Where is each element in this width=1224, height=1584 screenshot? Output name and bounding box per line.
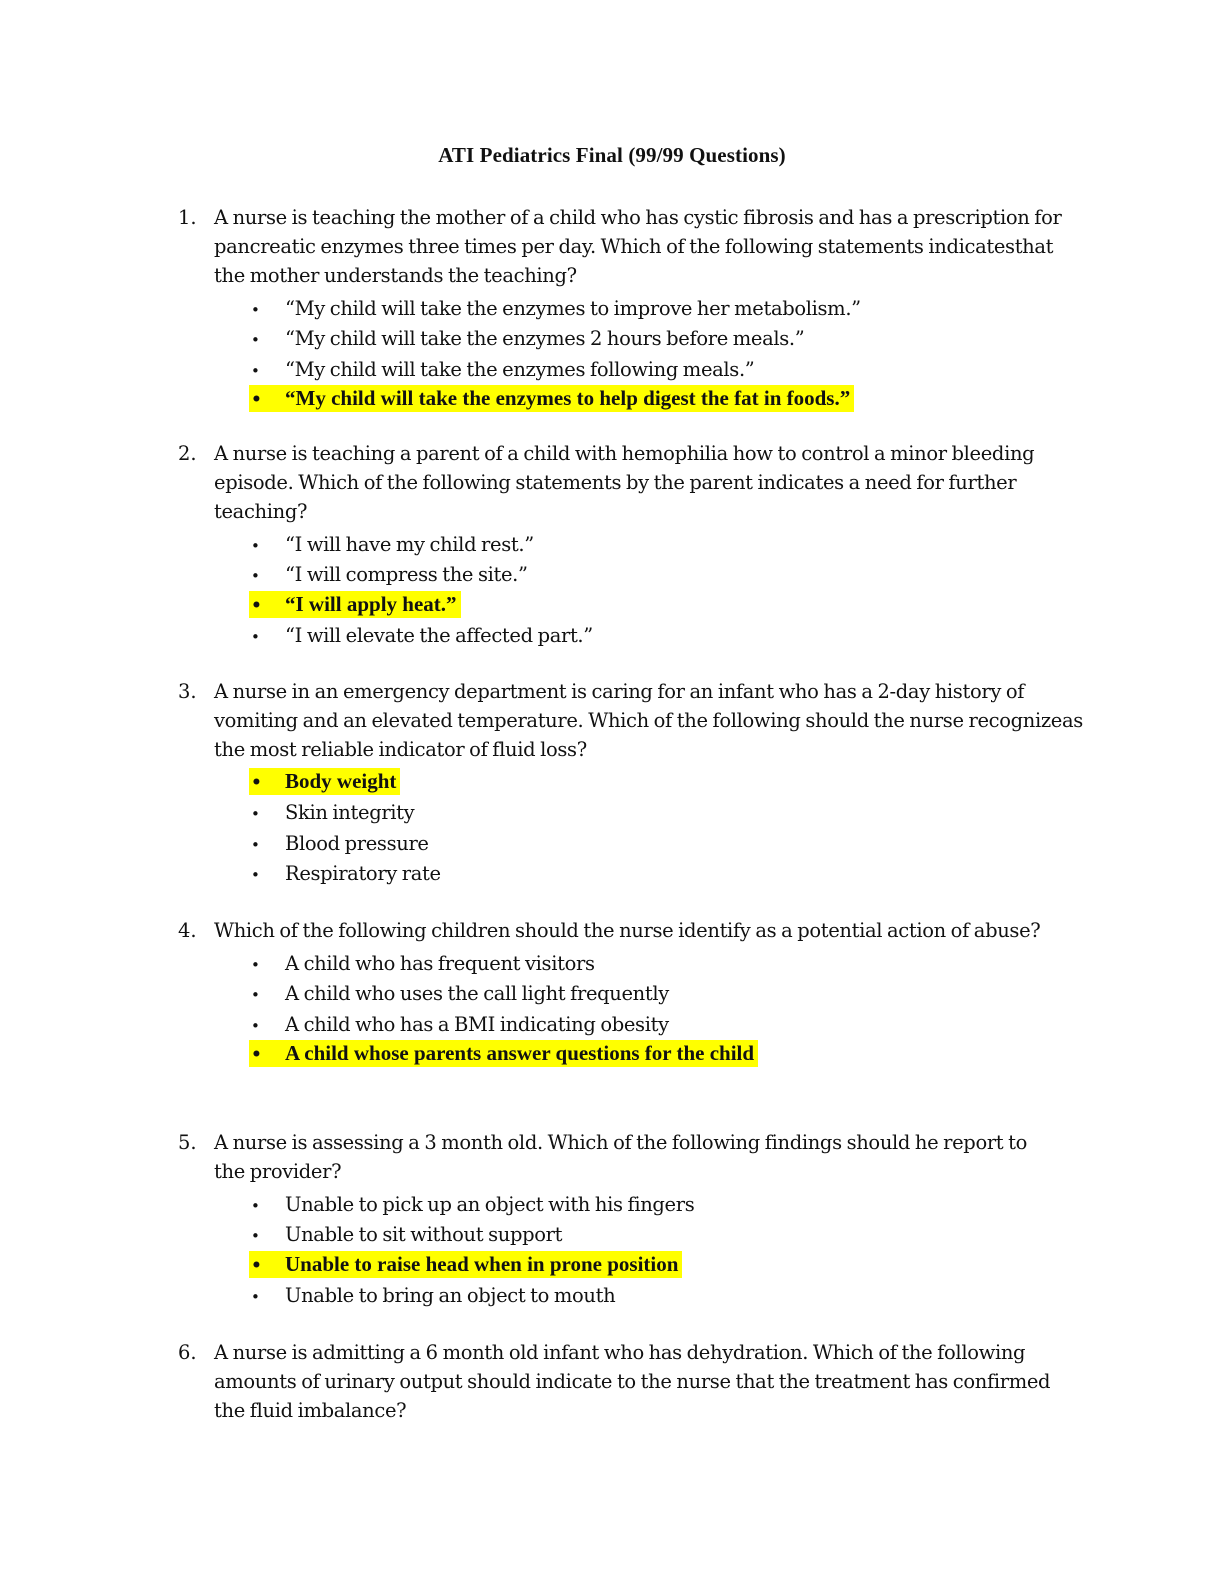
answer-text: Unable to pick up an object with his fingers (285, 1193, 695, 1216)
question-text-line: Which of the following children should the nurse identify as a potential action of abuse? (214, 919, 1041, 942)
answer-highlight (249, 1040, 758, 1067)
question-number: 1. (178, 206, 197, 229)
answer-text: “My child will take the enzymes following meals.” (285, 357, 755, 381)
answer-text: “I will apply heat.” (285, 591, 457, 616)
bullet-icon: • (251, 1287, 260, 1306)
correct-answer-option (0, 1038, 1224, 1068)
answer-text: Respiratory rate (285, 861, 441, 885)
bullet-icon: • (251, 835, 260, 854)
page-title: ATI Pediatrics Final (99/99 Questions) (438, 143, 786, 167)
bullet-icon: • (251, 1227, 260, 1246)
answer-options (0, 1188, 1224, 1309)
bullet-icon: • (251, 773, 262, 793)
bullet-icon: • (251, 1016, 260, 1035)
question-text-line: A nurse is admitting a 6 month old infant who has dehydration. Which of the following (214, 1341, 1026, 1364)
question-text (214, 916, 1064, 945)
question-text-line: the fluid imbalance? (214, 1399, 407, 1422)
question-number: 5. (178, 1131, 197, 1154)
answer-option (0, 528, 1224, 558)
question-number: 4. (178, 919, 197, 942)
answer-option (0, 322, 1224, 352)
bullet-icon: • (251, 361, 260, 380)
answer-options (0, 766, 1224, 887)
answer-text: Body weight (285, 769, 397, 793)
answer-text: A child whose parents answer questions for the child (285, 1040, 755, 1065)
bullet-icon: • (251, 986, 260, 1005)
bullet-icon: • (251, 1255, 262, 1276)
answer-text: A child who uses the call light frequently (285, 982, 669, 1006)
bullet-icon: • (251, 805, 260, 824)
question-text-line: vomiting and an elevated temperature. Which of the following should the nurse recognizeas (214, 709, 1083, 732)
bullet-icon: • (251, 567, 260, 586)
answer-line (249, 355, 758, 382)
question-text-line: the provider? (214, 1160, 342, 1183)
question-text (214, 1128, 1064, 1186)
question-text-line: the most reliable indicator of fluid loss? (214, 738, 587, 761)
answer-options (0, 528, 1224, 649)
bullet-icon: • (251, 301, 260, 319)
answer-option (0, 857, 1224, 887)
question-number: 2. (178, 442, 197, 465)
answer-highlight (249, 385, 854, 412)
question-text-line: episode. Which of the following statements by the parent indicates a need for further (214, 471, 1017, 494)
answer-line (249, 294, 865, 321)
answer-text: Unable to raise head when in prone position (285, 1251, 679, 1276)
question-text (214, 1338, 1064, 1425)
correct-answer-option (0, 383, 1224, 413)
answer-option (0, 1279, 1224, 1309)
answer-text: Blood pressure (285, 831, 429, 855)
question-text-line: A nurse is assessing a 3 month old. Which of the following findings should he report to (214, 1131, 1028, 1154)
answer-line (249, 324, 808, 351)
answer-option (0, 292, 1224, 322)
correct-answer-option (0, 1249, 1224, 1279)
question-text-line: A nurse is teaching a parent of a child with hemophilia how to control a minor bleeding (214, 442, 1035, 465)
answer-line (249, 621, 597, 648)
answer-line (249, 859, 445, 886)
answer-option (0, 353, 1224, 383)
bullet-icon: • (251, 627, 260, 646)
answer-highlight (249, 591, 461, 618)
answer-text: A child who has frequent visitors (285, 952, 595, 975)
question-text-line: A nurse in an emergency department is caring for an infant who has a 2-day history of (214, 680, 1025, 703)
answer-text: A child who has a BMI indicating obesity (285, 1012, 669, 1036)
answer-option (0, 558, 1224, 588)
answer-highlight (249, 768, 400, 795)
answer-text: “I will have my child rest.” (285, 533, 534, 556)
answer-text: “I will compress the site.” (285, 563, 528, 587)
question-number: 6. (178, 1341, 197, 1364)
bullet-icon: • (251, 595, 262, 616)
question-text-line: the mother understands the teaching? (214, 264, 577, 287)
answer-option (0, 1188, 1224, 1218)
answer-line (249, 949, 599, 976)
answer-line (249, 798, 418, 825)
answer-text: Skin integrity (285, 801, 415, 825)
question-text-line: amounts of urinary output should indicate to the nurse that the treatment has confirmed (214, 1370, 1051, 1393)
answer-line (249, 979, 673, 1006)
answer-line (249, 530, 538, 557)
question-text-line: A nurse is teaching the mother of a child who has cystic fibrosis and has a prescription for (214, 206, 1062, 229)
answer-line (249, 1190, 698, 1217)
question-text (214, 439, 1064, 526)
bullet-icon: • (251, 1197, 260, 1215)
answer-option (0, 947, 1224, 977)
bullet-icon: • (251, 389, 262, 410)
answer-line (249, 1010, 673, 1037)
question-text (214, 677, 1083, 764)
answer-option (0, 796, 1224, 826)
bullet-icon: • (251, 956, 260, 974)
answer-text: “My child will take the enzymes to improve her metabolism.” (285, 297, 861, 320)
answer-text: “My child will take the enzymes 2 hours before meals.” (285, 327, 805, 351)
answer-line (249, 1281, 619, 1308)
answer-highlight (249, 1251, 682, 1278)
answer-option (0, 1218, 1224, 1248)
bullet-icon: • (251, 1044, 262, 1065)
answer-text: “My child will take the enzymes to help digest the fat in foods.” (285, 385, 851, 410)
answer-text: Unable to bring an object to mouth (285, 1283, 616, 1307)
correct-answer-option (0, 589, 1224, 619)
bullet-icon: • (251, 331, 260, 350)
answer-options (0, 292, 1224, 413)
answer-line (249, 560, 532, 587)
answer-text: “I will elevate the affected part.” (285, 623, 593, 647)
answer-option (0, 827, 1224, 857)
answer-text: Unable to sit without support (285, 1223, 563, 1247)
bullet-icon: • (251, 865, 260, 884)
question-number: 3. (178, 680, 197, 703)
question-text-line: pancreatic enzymes three times per day. Which of the following statements indicatesthat (214, 235, 1054, 258)
answer-line (249, 829, 433, 856)
question-text-line: teaching? (214, 500, 308, 523)
answer-option (0, 977, 1224, 1007)
correct-answer-option (0, 766, 1224, 796)
answer-options (0, 947, 1224, 1068)
answer-option (0, 1008, 1224, 1038)
question-text (214, 203, 1064, 290)
bullet-icon: • (251, 537, 260, 555)
answer-option (0, 619, 1224, 649)
answer-line (249, 1220, 566, 1247)
